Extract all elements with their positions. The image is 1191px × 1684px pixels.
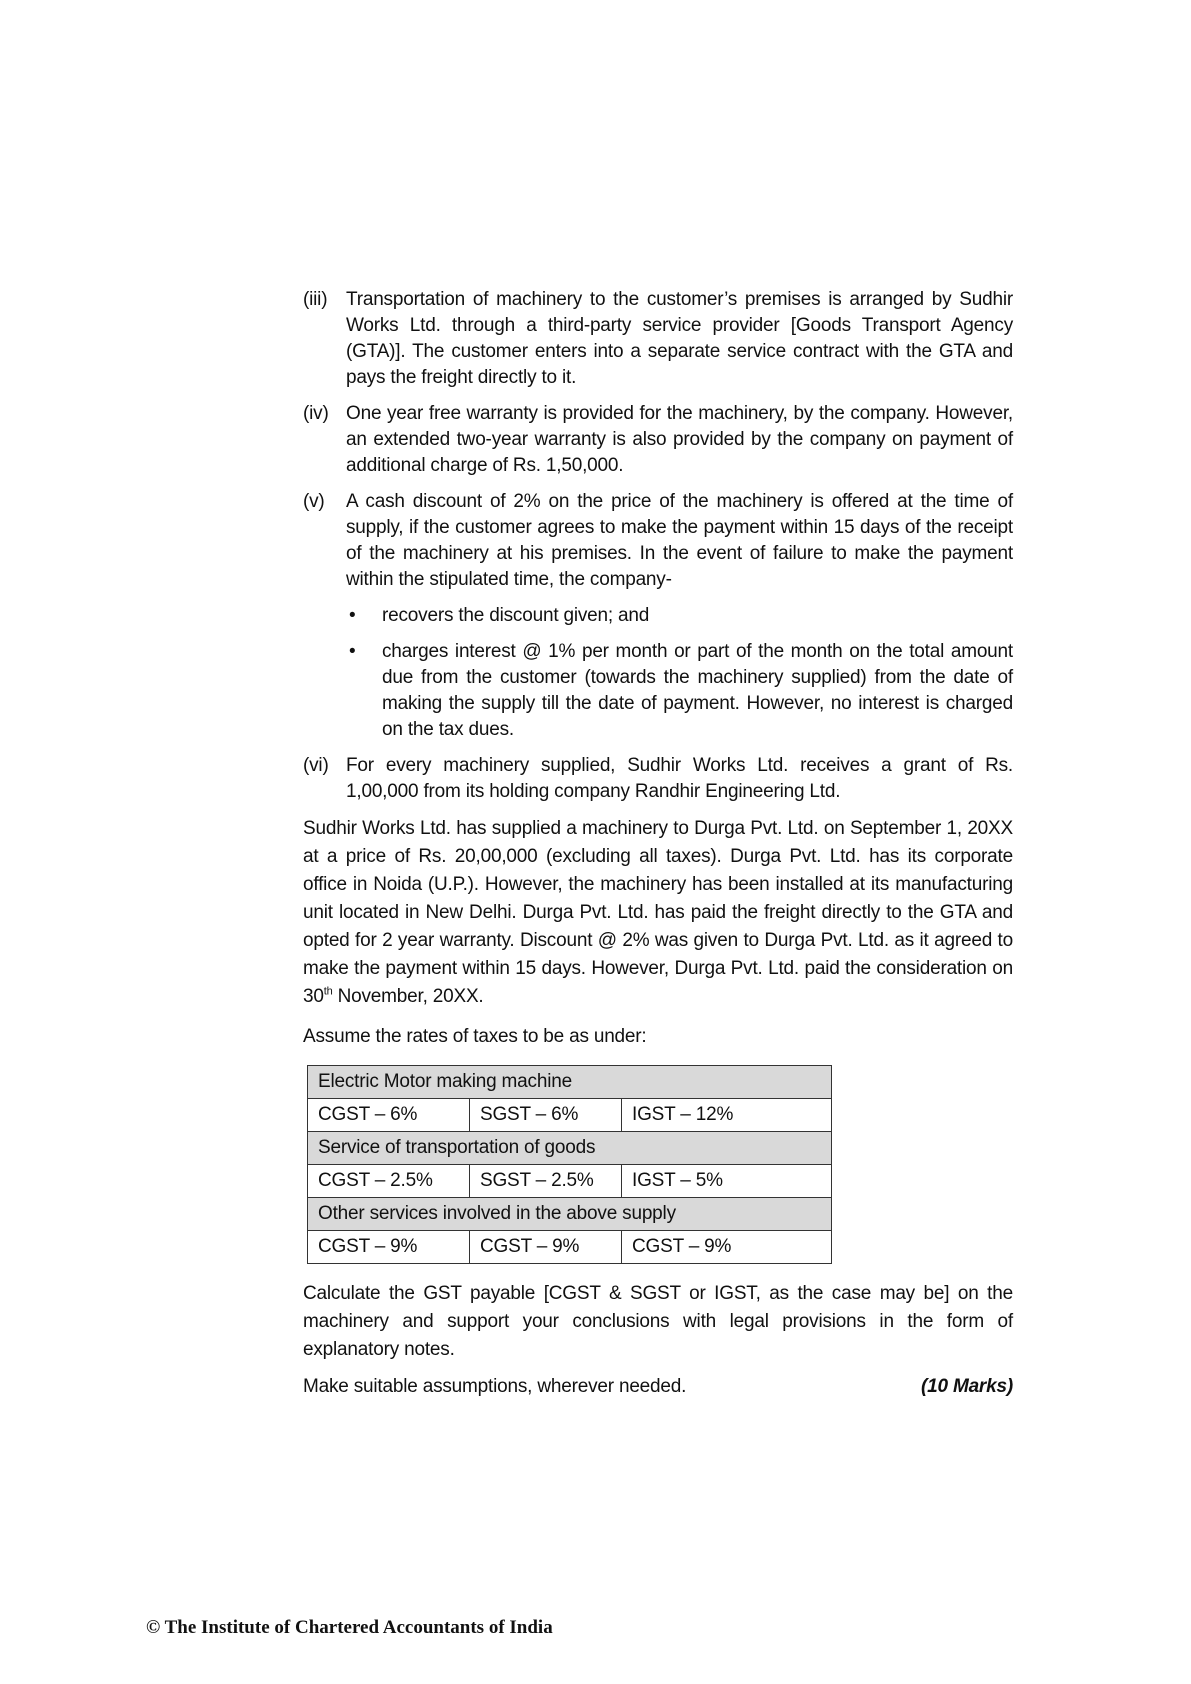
table-cell: CGST – 9%: [308, 1231, 470, 1264]
clause-v-bullet-list: [303, 603, 1013, 743]
clause-iii: [303, 287, 1013, 391]
marks-label: (10 Marks): [921, 1376, 1013, 1397]
table-cell: IGST – 5%: [622, 1165, 832, 1198]
clause-text: Transportation of machinery to the customer’s premises is arranged by Sudhir Works Ltd. through a third-party service provider [Goods Transport Agency (GTA)]. The customer enters into a separate service contract with the GTA and pays the freight directly to it.: [346, 289, 1013, 388]
clause-number: (iv): [303, 403, 329, 424]
clause-number: (iii): [303, 289, 328, 310]
copyright-footer: © The Institute of Chartered Accountants of India: [146, 1617, 553, 1638]
table-cell: CGST – 6%: [308, 1099, 470, 1132]
case-facts-text: Sudhir Works Ltd. has supplied a machinery to Durga Pvt. Ltd. on September 1, 20XX at a price of Rs. 20,00,000 (excluding all taxes). Durga Pvt. Ltd. has its corporate office in Noida (U.P.). However, the machinery has been installed at its manufacturing unit located in New Delhi. Durga Pvt. Ltd. has paid the freight directly to the GTA and opted for 2 year warranty. Discount @ 2% was given to Durga Pvt. Ltd. as it agreed to make the payment within 15 days. However, Durga Pvt. Ltd. paid the consideration on 30: [303, 818, 1013, 1007]
clause-number: (v): [303, 491, 325, 512]
table-cell: CGST – 2.5%: [308, 1165, 470, 1198]
bullet-item: [303, 603, 1013, 629]
table-cell: CGST – 9%: [622, 1231, 832, 1264]
table-cell: IGST – 12%: [622, 1099, 832, 1132]
table-row: [308, 1231, 832, 1264]
bullet-icon: •: [349, 605, 356, 626]
clause-iv: [303, 401, 1013, 479]
clause-text: For every machinery supplied, Sudhir Works Ltd. receives a grant of Rs. 1,00,000 from its holding company Randhir Engineering Ltd.: [346, 755, 1013, 802]
table-row: [308, 1132, 832, 1165]
clause-text: One year free warranty is provided for the machinery, by the company. However, an extended two-year warranty is also provided by the company on payment of additional charge of Rs. 1,50,000.: [346, 403, 1013, 476]
case-facts-text-end: November, 20XX.: [332, 986, 484, 1007]
bullet-text: recovers the discount given; and: [382, 605, 650, 626]
table-section-heading: Service of transportation of goods: [308, 1132, 832, 1165]
table-row: [308, 1198, 832, 1231]
question-body: [303, 287, 1013, 1400]
assumption-note: Make suitable assumptions, wherever needed.: [303, 1376, 687, 1397]
table-cell: SGST – 6%: [470, 1099, 622, 1132]
table-cell: CGST – 9%: [470, 1231, 622, 1264]
clause-text: A cash discount of 2% on the price of the machinery is offered at the time of supply, if the customer agrees to make the payment within 15 days of the receipt of the machinery at his premises. In the event of failure to make the payment within the stipulated time, the company-: [346, 491, 1013, 590]
table-cell: SGST – 2.5%: [470, 1165, 622, 1198]
bullet-icon: •: [349, 641, 356, 662]
tax-rates-table: [307, 1065, 832, 1264]
rates-intro: Assume the rates of taxes to be as under:: [303, 1026, 647, 1047]
clause-vi: [303, 753, 1013, 805]
table-row: [308, 1165, 832, 1198]
case-facts-paragraph: [303, 815, 1013, 1011]
question-prompt: Calculate the GST payable [CGST & SGST or IGST, as the case may be] on the machinery and support your conclusions with legal provisions in the form of explanatory notes.: [303, 1283, 1013, 1360]
table-row: [308, 1066, 832, 1099]
table-section-heading: Electric Motor making machine: [308, 1066, 832, 1099]
table-section-heading: Other services involved in the above supply: [308, 1198, 832, 1231]
assumption-line: [303, 1374, 1013, 1400]
table-row: [308, 1099, 832, 1132]
clause-number: (vi): [303, 755, 329, 776]
bullet-item: [303, 639, 1013, 743]
date-ordinal-suffix: th: [323, 985, 333, 998]
clause-v: [303, 489, 1013, 593]
bullet-text: charges interest @ 1% per month or part of the month on the total amount due from the customer (towards the machinery supplied) from the date of making the supply till the date of payment. However, no interest is charged on the tax dues.: [382, 641, 1013, 740]
